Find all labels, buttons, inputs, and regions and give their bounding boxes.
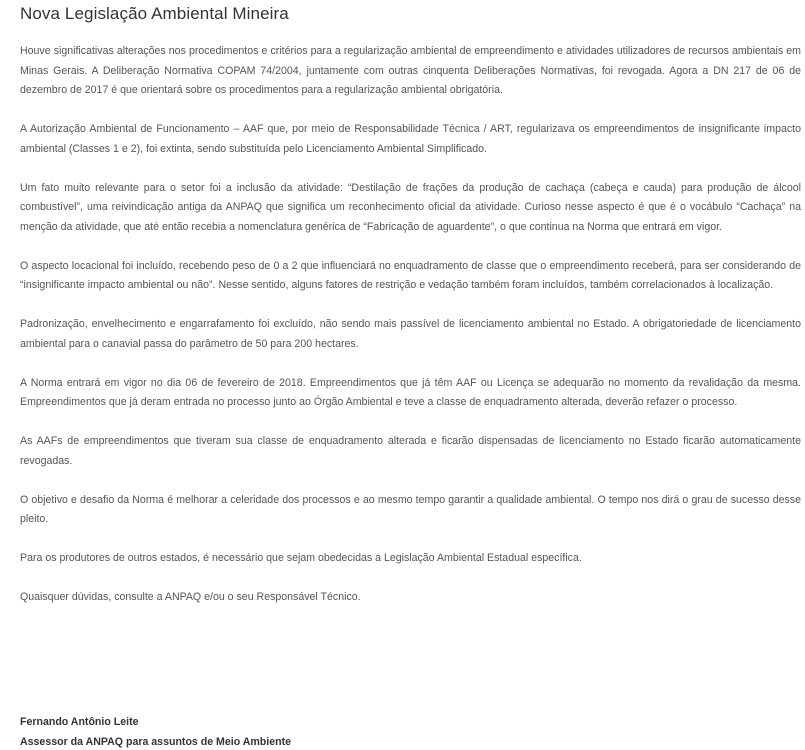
signature-role: Assessor da ANPAQ para assuntos de Meio Ambiente — [20, 736, 291, 748]
signature — [20, 712, 291, 750]
paragraph-aaf-extinta: A Autorização Ambiental de Funcionamento – AAF que, por meio de Responsabilidade Técnica / ART, regularizava os empreendimentos de insignificante impacto ambiental (Classes 1 e 2), foi extinta, sendo substituída pelo Licenciamento Ambiental Simplificado. — [20, 123, 801, 155]
paragraph-padronizacao: Padronização, envelhecimento e engarrafamento foi excluído, não sendo mais passível de licenciamento ambiental no Estado. A obrigatoriedade de licenciamento ambiental para o canavial passa do parâmetro de 50 para 200 hectares. — [20, 318, 801, 350]
paragraph-outros-estados: Para os produtores de outros estados, é necessário que sejam obedecidas a Legislação Ambiental Estadual específica. — [20, 552, 582, 564]
paragraph-duvidas: Quaisquer dúvidas, consulte a ANPAQ e/ou o seu Responsável Técnico. — [20, 591, 361, 603]
signature-name: Fernando Antônio Leite — [20, 716, 139, 728]
paragraph-vigencia: A Norma entrará em vigor no dia 06 de fevereiro de 2018. Empreendimentos que já têm AAF ou Licença se adequarão no momento da revalidação da mesma. Empreendimentos que já deram entrada no processo junto ao Órgão Ambiental e teve a classe de enquadramento alterada, deverão refazer o processo. — [20, 376, 801, 408]
page-title: Nova Legislação Ambiental Mineira — [20, 4, 289, 23]
paragraph-regularizacao: Houve significativas alterações nos procedimentos e critérios para a regularização ambiental de empreendimento e atividades utilizadores de recursos ambientais em Minas Gerais. A Deliberação Normativa COPAM 74/2004, juntamente com outras cinquenta Deliberações Normativas, foi revogada. Agora a DN 217 de 06 de dezembro de 2017 é que orientará sobre os procedimentos para a regularização ambiental obrigatória. — [20, 45, 801, 96]
paragraph-cachaca: Um fato muito relevante para o setor foi a inclusão da atividade: “Destilação de frações da produção de cachaça (cabeça e cauda) para produção de álcool combustível”, uma reivindicação antiga da ANPAQ que significa um reconhecimento oficial da atividade. Curioso nesse aspecto é que é o vocábulo “Cachaça” na menção da atividade, que até então recebia a nomenclatura genérica de “Fabricação de aguardente”, o que continua na Norma que entrará em vigor. — [20, 181, 801, 233]
paragraph-aspecto-locacional: O aspecto locacional foi incluído, recebendo peso de 0 a 2 que influenciará no enquadramento de classe que o empreendimento receberá, para ser considerando de “insignificante impacto ambiental ou não”. Nesse sentido, alguns fatores de restrição e vedação também foram incluídos, também correlacionados à localização. — [20, 259, 801, 291]
paragraph-aafs-revogadas: As AAFs de empreendimentos que tiveram sua classe de enquadramento alterada e ficarão dispensadas de licenciamento no Estado ficarão automaticamente revogadas. — [20, 435, 801, 467]
article-body — [20, 42, 801, 608]
paragraph-objetivo: O objetivo e desafio da Norma é melhorar a celeridade dos processos e ao mesmo tempo garantir a qualidade ambiental. O tempo nos dirá o grau de sucesso desse pleito. — [20, 493, 801, 525]
